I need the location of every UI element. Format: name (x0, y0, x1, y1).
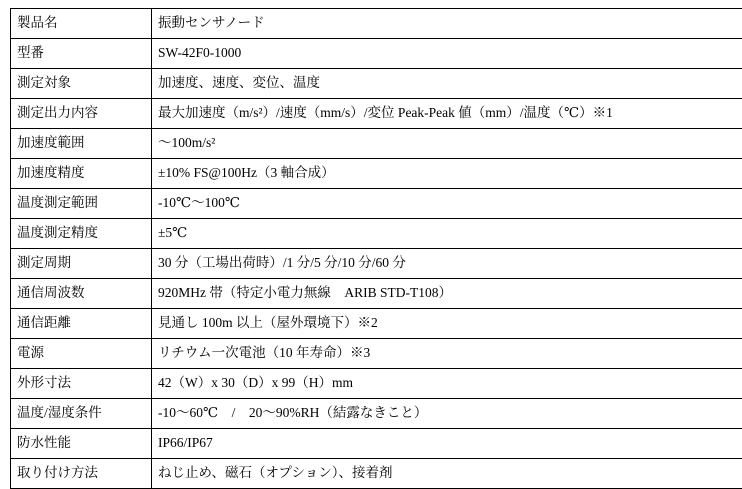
table-row (11, 339, 742, 369)
table-row (11, 399, 742, 429)
table-row (11, 369, 742, 399)
row-label: 外形寸法 (11, 369, 152, 399)
row-label: 温度測定範囲 (11, 189, 152, 219)
row-label: 取り付け方法 (11, 459, 152, 489)
row-label: 温度測定精度 (11, 219, 152, 249)
row-value: SW-42F0-1000 (152, 39, 742, 69)
table-row (11, 309, 742, 339)
row-label: 加速度精度 (11, 159, 152, 189)
row-value: 加速度、速度、変位、温度 (152, 69, 742, 99)
table-row (11, 429, 742, 459)
table-row (11, 39, 742, 69)
table-row (11, 99, 742, 129)
row-value: -10℃～100℃ (152, 189, 742, 219)
table-row (11, 249, 742, 279)
table-row (11, 459, 742, 489)
row-label: 通信周波数 (11, 279, 152, 309)
specification-table (10, 8, 742, 489)
row-label: 測定周期 (11, 249, 152, 279)
row-label: 温度/湿度条件 (11, 399, 152, 429)
row-value: リチウム一次電池（10 年寿命）※3 (152, 339, 742, 369)
table-body (11, 9, 742, 489)
table-row (11, 219, 742, 249)
row-label: 通信距離 (11, 309, 152, 339)
row-value: ±5℃ (152, 219, 742, 249)
row-value: 見通し 100m 以上（屋外環境下）※2 (152, 309, 742, 339)
row-label: 電源 (11, 339, 152, 369)
row-label: 防水性能 (11, 429, 152, 459)
row-value: ～100m/s² (152, 129, 742, 159)
table-row (11, 189, 742, 219)
row-value: 最大加速度（m/s²）/速度（mm/s）/変位 Peak-Peak 値（mm）/温度（℃）※1 (152, 99, 742, 129)
row-label: 加速度範囲 (11, 129, 152, 159)
row-value: 920MHz 帯（特定小電力無線 ARIB STD-T108） (152, 279, 742, 309)
row-value: 振動センサノード (152, 9, 742, 39)
row-value: ねじ止め、磁石（オプション）、接着剤 (152, 459, 742, 489)
row-value: ±10% FS@100Hz（3 軸合成） (152, 159, 742, 189)
row-value: IP66/IP67 (152, 429, 742, 459)
row-value: 30 分（工場出荷時）/1 分/5 分/10 分/60 分 (152, 249, 742, 279)
table-row (11, 69, 742, 99)
table-row (11, 9, 742, 39)
table-row (11, 159, 742, 189)
row-label: 測定対象 (11, 69, 152, 99)
row-value: 42（W）x 30（D）x 99（H）mm (152, 369, 742, 399)
row-value: -10～60℃ / 20～90%RH（結露なきこと） (152, 399, 742, 429)
row-label: 製品名 (11, 9, 152, 39)
row-label: 測定出力内容 (11, 99, 152, 129)
table-row (11, 129, 742, 159)
table-row (11, 279, 742, 309)
row-label: 型番 (11, 39, 152, 69)
